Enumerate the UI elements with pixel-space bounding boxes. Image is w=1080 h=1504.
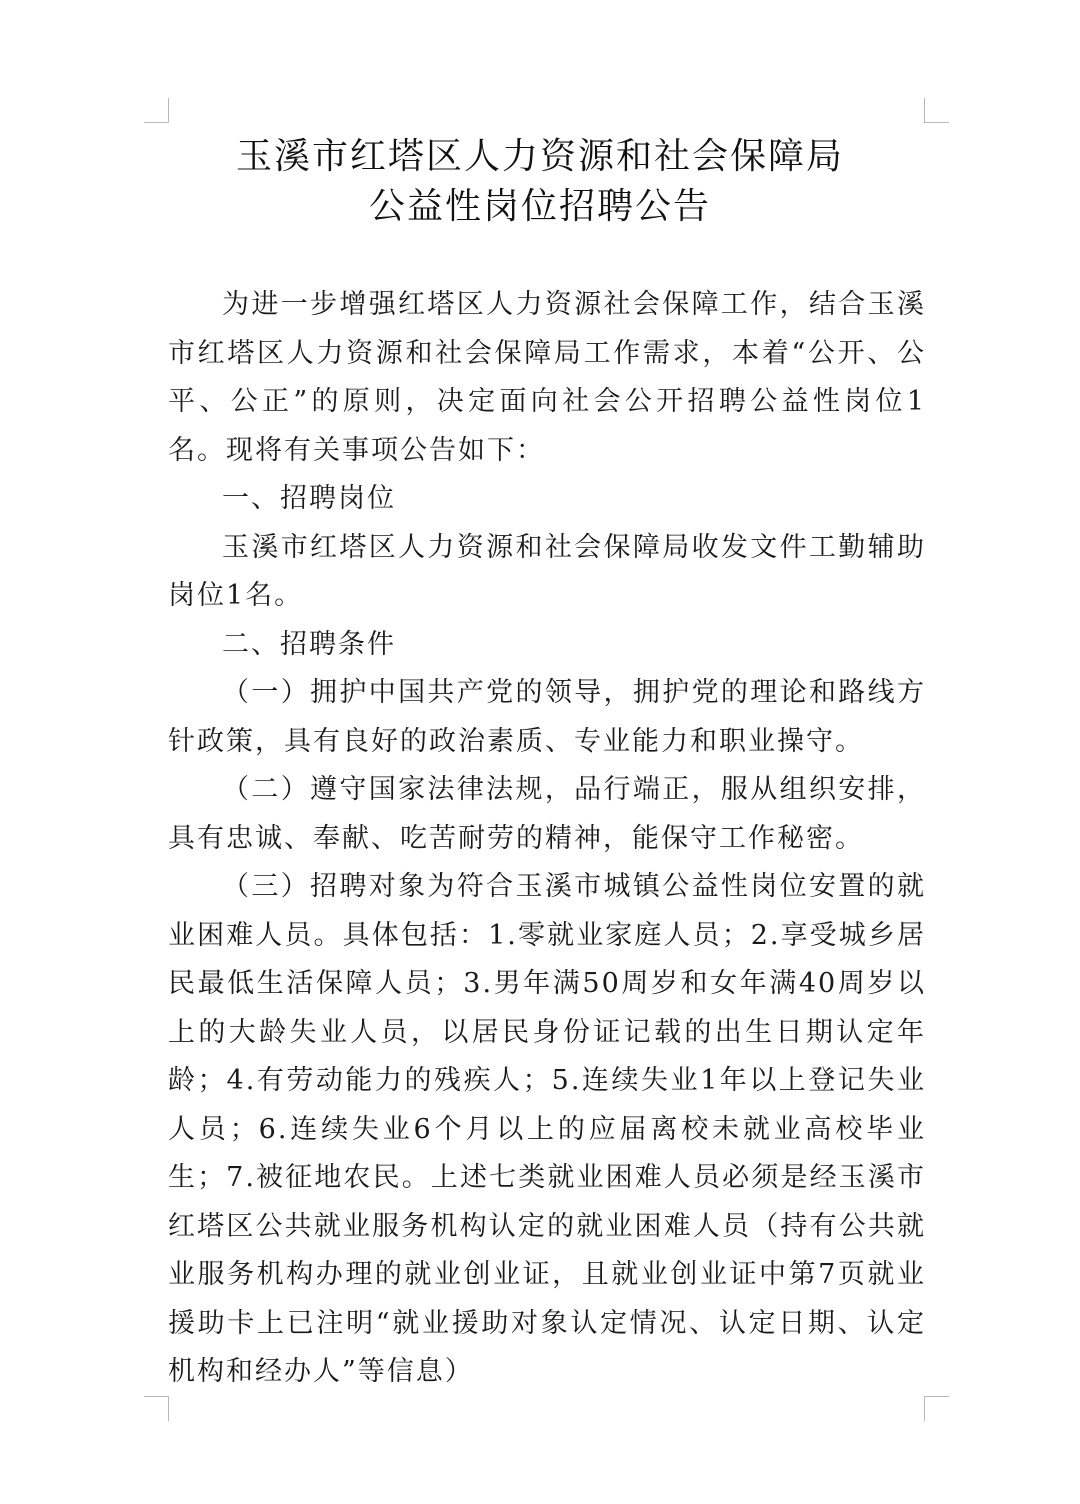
section-heading-conditions: 二、招聘条件 [222,628,396,660]
intro-paragraph: 为进一步增强红塔区人力资源社会保障工作，结合玉溪市红塔区人力资源和社会保障局工作需求，本着“公开、公平、公正”的原则，决定面向社会公开招聘公益性岗位1名。现将有关事项公告如下： [168,289,926,466]
crop-mark-top-left [144,98,169,123]
document-title-line2: 公益性岗位招聘公告 [368,186,711,227]
section-heading-positions: 一、招聘岗位 [222,483,396,514]
condition-3-paragraph: （三）招聘对象为符合玉溪市城镇公益性岗位安置的就业困难人员。具体包括：1.零就业家庭人员；2.享受城乡居民最低生活保障人员；3.男年满50周岁和女年满40周岁以上的大龄失业人员，以居民身份证记载的出生日期认定年龄；4.有劳动能力的残疾人；5.连续失业1年以上登记失业人员；6.连续失业6个月以上的应届离校未就业高校毕业生；7.被征地农民。上述七类就业困难人员必须是经玉溪市红塔区公共就业服务机构认定的就业困难人员（持有公共就业服务机构办理的就业创业证，且就业创业证中第7页就业援助卡上已注明“就业援助对象认定情况、认定日期、认定机构和经办人”等信息） [168,871,926,1387]
crop-mark-bottom-right [924,1396,949,1421]
condition-2-paragraph: （二）遵守国家法律法规，品行端正，服从组织安排，具有忠诚、奉献、吃苦耐劳的精神，能保守工作秘密。 [168,774,926,854]
crop-mark-top-right [924,98,949,123]
condition-1-paragraph: （一）拥护中国共产党的领导，拥护党的理论和路线方针政策，具有良好的政治素质、专业能力和职业操守。 [168,677,926,757]
crop-mark-bottom-left [144,1396,169,1421]
document-body [168,281,926,1397]
document-title-line1: 玉溪市红塔区人力资源和社会保障局 [235,136,844,177]
positions-paragraph: 玉溪市红塔区人力资源和社会保障局收发文件工勤辅助岗位1名。 [168,531,926,611]
